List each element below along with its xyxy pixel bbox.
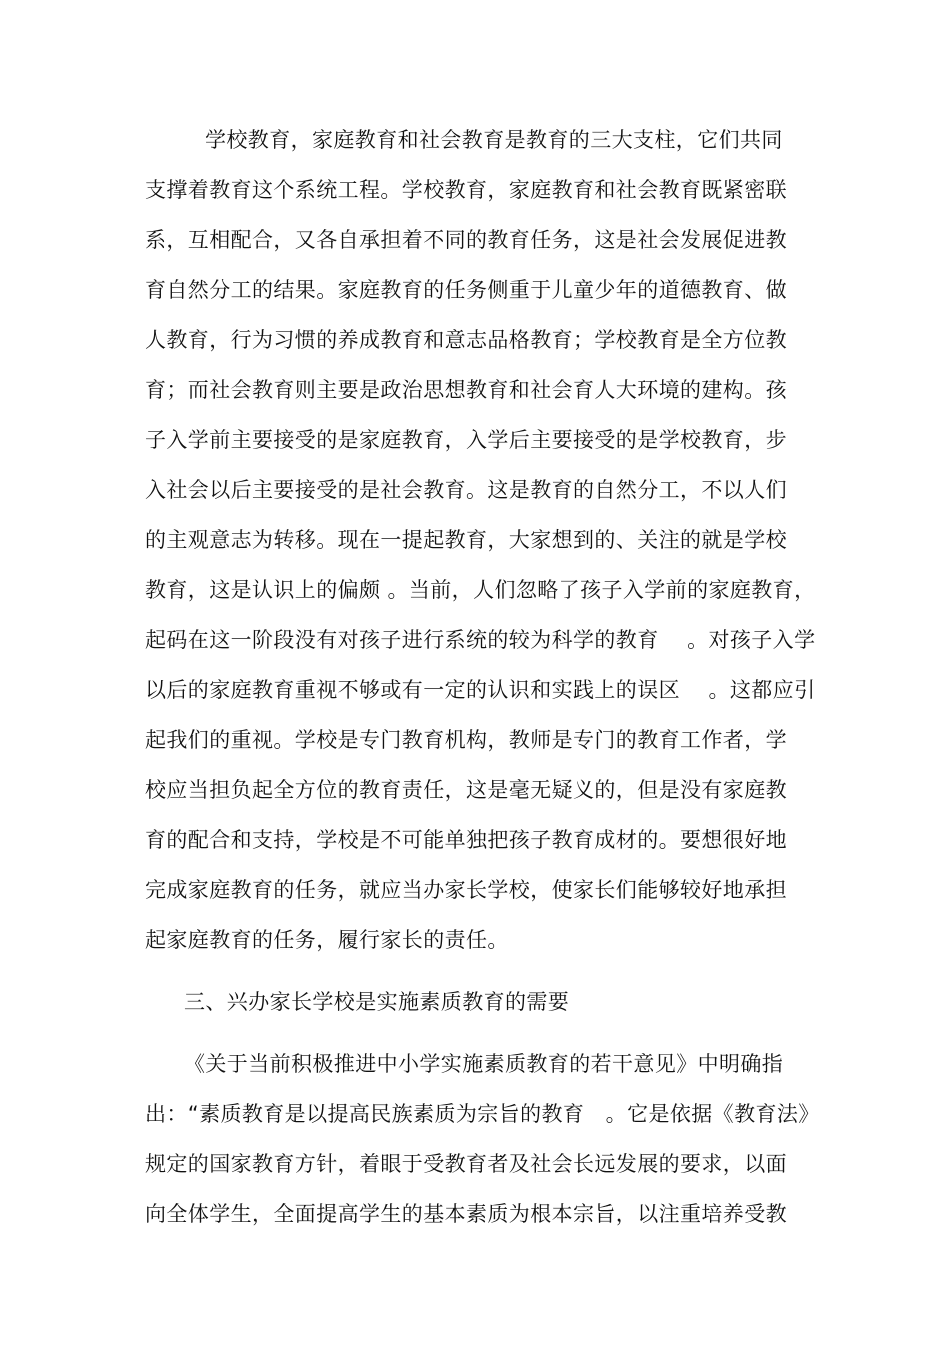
paragraph-1-line-7: 子入学前主要接受的是家庭教育，入学后主要接受的是学校教育，步: [145, 428, 787, 452]
paragraph-3-line-1: 《关于当前积极推进中小学实施素质教育的若干意见》中明确指: [184, 1052, 784, 1076]
paragraph-1-line-5: 人教育，行为习惯的养成教育和意志品格教育；学校教育是全方位教: [145, 328, 787, 352]
paragraph-1-line-4: 育自然分工的结果。家庭教育的任务侧重于儿童少年的道德教育、做: [145, 278, 787, 302]
paragraph-1-line-9: 的主观意志为转移。现在一提起教育，大家想到的、关注的就是学校: [145, 528, 787, 552]
paragraph-1-line-12: 以后的家庭教育重视不够或有一定的认识和实践上的误区 。这都应引: [145, 678, 816, 702]
paragraph-1-line-1: 学校教育，家庭教育和社会教育是教育的三大支柱，它们共同: [205, 128, 783, 152]
paragraph-1-line-8: 入社会以后主要接受的是社会教育。这是教育的自然分工，不以人们: [145, 478, 787, 502]
paragraph-1-line-16: 完成家庭教育的任务，就应当办家长学校，使家长们能够较好地承担: [145, 878, 787, 902]
paragraph-1-line-13: 起我们的重视。学校是专门教育机构，教师是专门的教育工作者，学: [145, 728, 787, 752]
paragraph-1-line-15: 育的配合和支持，学校是不可能单独把孩子教育成材的。要想很好地: [145, 828, 787, 852]
paragraph-3-line-4: 向全体学生，全面提高学生的基本素质为根本宗旨，以注重培养受教: [145, 1202, 787, 1226]
paragraph-3-line-2: 出：“素质教育是以提高民族素质为宗旨的教育 。它是依据《教育法》: [145, 1102, 820, 1126]
section-heading: 三、兴办家长学校是实施素质教育的需要: [184, 990, 570, 1014]
paragraph-1-line-14: 校应当担负起全方位的教育责任，这是毫无疑义的，但是没有家庭教: [145, 778, 787, 802]
paragraph-1-line-11: 起码在这一阶段没有对孩子进行系统的较为科学的教育 。对孩子入学: [145, 628, 816, 652]
paragraph-1-line-6: 育；而社会教育则主要是政治思想教育和社会育人大环境的建构。孩: [145, 378, 787, 402]
paragraph-1-line-3: 系，互相配合，又各自承担着不同的教育任务，这是社会发展促进教: [145, 228, 787, 252]
paragraph-1-line-2: 支撑着教育这个系统工程。学校教育，家庭教育和社会教育既紧密联: [145, 178, 787, 202]
paragraph-1-line-17: 起家庭教育的任务，履行家长的责任。: [145, 928, 509, 952]
paragraph-1-line-10: 教育，这是认识上的偏颇 。当前，人们忽略了孩子入学前的家庭教育，: [145, 578, 816, 602]
paragraph-3-line-3: 规定的国家教育方针，着眼于受教育者及社会长远发展的要求，以面: [145, 1152, 787, 1176]
